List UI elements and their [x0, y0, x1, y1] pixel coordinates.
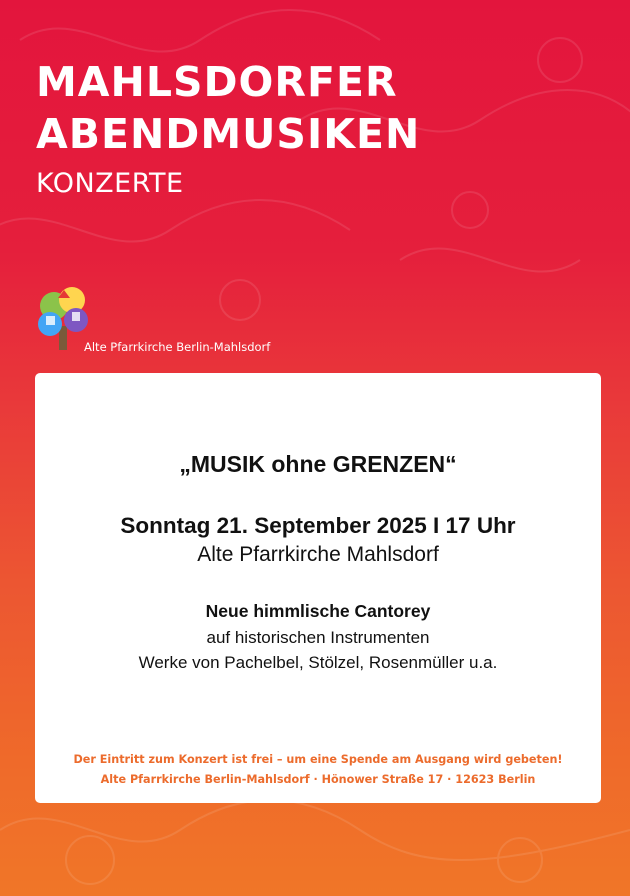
event-venue: Alte Pfarrkirche Mahlsdorf: [197, 543, 439, 566]
church-label: Alte Pfarrkirche Berlin-Mahlsdorf: [84, 340, 271, 354]
poster-title: [36, 56, 420, 160]
title-line-2: ABENDMUSIKEN: [36, 110, 421, 158]
instruments-note: auf historischen Instrumenten: [206, 628, 430, 647]
poster-subtitle: KONZERTE: [36, 168, 184, 199]
works-list: Werke von Pachelbel, Stölzel, Rosenmüller u.a.: [138, 653, 498, 672]
title-line-1: MAHLSDORFER: [36, 58, 398, 106]
performer: Neue himmlische Cantorey: [205, 601, 431, 621]
admission-note: Der Eintritt zum Konzert ist frei – um eine Spende am Ausgang wird gebeten!: [73, 753, 563, 766]
event-title: „MUSIK ohne GRENZEN“: [179, 451, 457, 477]
event-card: [35, 373, 601, 803]
venue-address: Alte Pfarrkirche Berlin-Mahlsdorf · Hönower Straße 17 · 12623 Berlin: [100, 773, 536, 786]
event-date-time: Sonntag 21. September 2025 I 17 Uhr: [120, 513, 516, 538]
